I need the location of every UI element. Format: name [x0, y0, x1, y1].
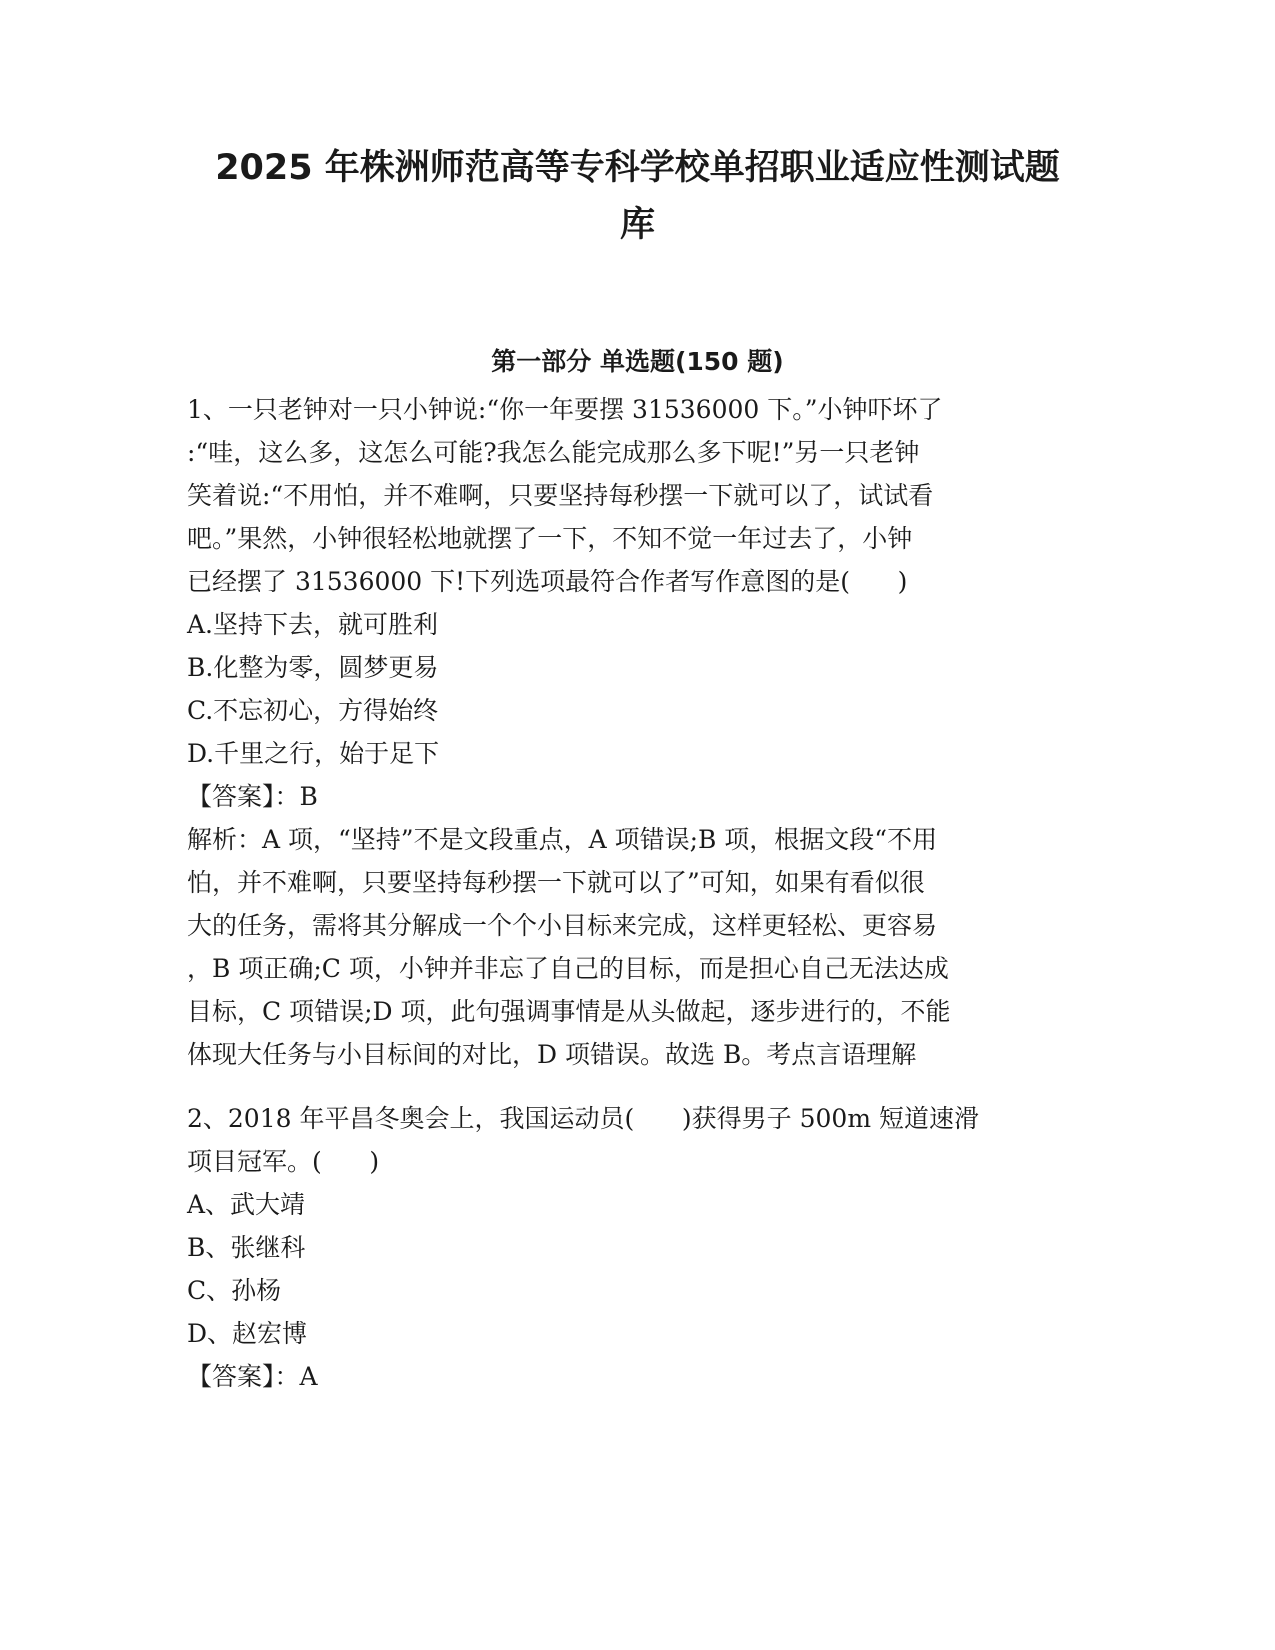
option-b: B.化整为零，圆梦更易	[187, 653, 439, 682]
question-stem-line: 项目冠军。( )	[187, 1147, 380, 1176]
option-c: C、孙杨	[187, 1276, 282, 1305]
title-line-1: 2025 年株洲师范高等专科学校单招职业适应性测试题	[215, 148, 1060, 188]
analysis-line: ，B 项正确;C 项，小钟并非忘了自己的目标，而是担心自己无法达成	[187, 954, 949, 983]
option-a: A.坚持下去，就可胜利	[187, 610, 439, 639]
option-d: D、赵宏博	[187, 1319, 308, 1348]
analysis-line: 怕，并不难啊，只要坚持每秒摆一下就可以了”可知，如果有看似很	[187, 868, 925, 897]
question-stem-line: 2、2018 年平昌冬奥会上，我国运动员( )获得男子 500m 短道速滑	[187, 1104, 979, 1133]
answer-line: 【答案】：A	[187, 1362, 318, 1391]
analysis-line: 大的任务，需将其分解成一个个小目标来完成，这样更轻松、更容易	[187, 911, 938, 940]
option-b: B、张继科	[187, 1233, 306, 1262]
analysis-line: 解析：A 项，“坚持”不是文段重点，A 项错误;B 项，根据文段“不用	[187, 825, 938, 854]
question-stem-line: 笑着说:“不用怕，并不难啊，只要坚持每秒摆一下就可以了，试试看	[187, 481, 934, 510]
title-line-2: 库	[619, 205, 655, 245]
option-d: D.千里之行，始于足下	[187, 739, 440, 768]
section-title: 第一部分 单选题(150 题)	[491, 347, 784, 376]
document-title	[180, 140, 1095, 254]
answer-line: 【答案】：B	[187, 782, 318, 811]
option-a: A、武大靖	[187, 1190, 306, 1219]
question-2	[187, 1097, 1067, 1398]
question-stem-line: 1、一只老钟对一只小钟说:“你一年要摆 31536000 下。”小钟吓坏了	[187, 395, 943, 424]
question-stem-line: :“哇，这么多，这怎么可能?我怎么能完成那么多下呢!”另一只老钟	[187, 438, 920, 467]
option-c: C.不忘初心，方得始终	[187, 696, 439, 725]
question-stem-line: 吧。”果然，小钟很轻松地就摆了一下，不知不觉一年过去了，小钟	[187, 524, 913, 553]
question-1	[187, 388, 1067, 1076]
question-stem-line: 已经摆了 31536000 下!下列选项最符合作者写作意图的是( )	[187, 567, 908, 596]
analysis-line: 体现大任务与小目标间的对比，D 项错误。故选 B。考点言语理解	[187, 1040, 917, 1069]
analysis-line: 目标，C 项错误;D 项，此句强调事情是从头做起，逐步进行的，不能	[187, 997, 951, 1026]
